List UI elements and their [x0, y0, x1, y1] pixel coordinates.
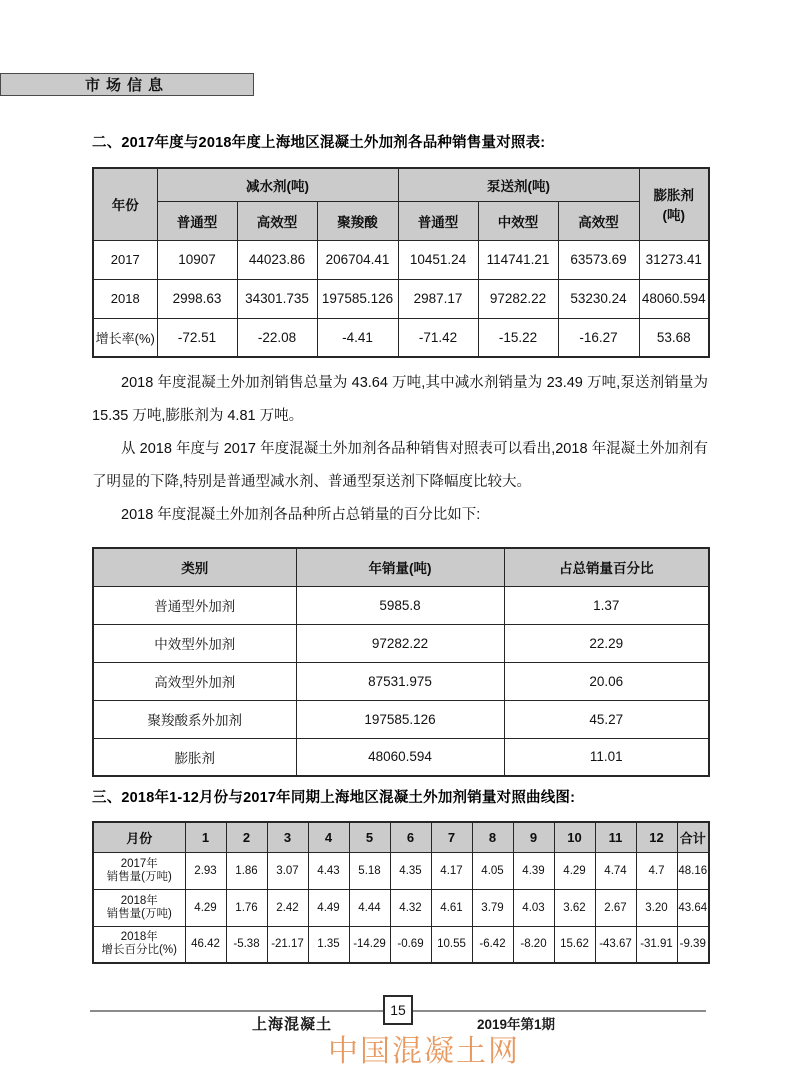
table3-data-cell: -6.42 [472, 926, 513, 963]
category-share-table [92, 547, 710, 777]
page-number-box [383, 995, 413, 1025]
table3-data-cell: 4.03 [513, 889, 554, 926]
table2-category-cell: 普通型外加剂 [93, 586, 296, 624]
table3-data-cell: 2.93 [185, 852, 226, 889]
table3-month-header: 5 [349, 822, 390, 852]
paragraph-total-sales: 2018 年度混凝土外加剂销售总量为 43.64 万吨,其中减水剂销量为 23.49 万吨,泵送剂销量为 15.35 万吨,膨胀剂为 4.81 万吨。 [92, 375, 708, 424]
table1-data-cell: 34301.735 [237, 279, 317, 318]
table3-month-header: 12 [636, 822, 677, 852]
table3-month-header: 8 [472, 822, 513, 852]
table1-data-cell: 197585.126 [317, 279, 398, 318]
table1-data-cell: 97282.22 [478, 279, 558, 318]
table2-header-share: 占总销量百分比 [504, 548, 709, 586]
table2-share-cell: 20.06 [504, 662, 709, 700]
table3-row-label-line2: 增长百分比(%) [101, 944, 177, 957]
table3-row-2017-sales [93, 852, 709, 889]
table3-data-cell: -21.17 [267, 926, 308, 963]
table3-data-cell: 4.29 [185, 889, 226, 926]
table3-data-cell: 4.74 [595, 852, 636, 889]
table3-data-cell: 3.79 [472, 889, 513, 926]
table1-data-cell: -71.42 [398, 318, 478, 357]
page-number: 15 [390, 1002, 406, 1018]
table3-data-cell: -8.20 [513, 926, 554, 963]
table1-data-cell: -4.41 [317, 318, 398, 357]
table2-category-cell: 聚羧酸系外加剂 [93, 700, 296, 738]
table2-sales-cell: 87531.975 [296, 662, 504, 700]
table2-share-cell: 1.37 [504, 586, 709, 624]
table3-data-cell: 10.55 [431, 926, 472, 963]
table1-header-expansion-line1: 膨胀剂 [653, 188, 695, 204]
table1-header-pumping-agent: 泵送剂(吨) [398, 168, 639, 201]
journal-logo: 上海混凝土 [252, 1016, 333, 1033]
table1-data-cell: 2987.17 [398, 279, 478, 318]
table3-data-cell: 3.20 [636, 889, 677, 926]
table3-header-total: 合计 [677, 822, 709, 852]
table1-subheader: 聚羧酸 [317, 201, 398, 240]
table3-data-cell: 1.35 [308, 926, 349, 963]
table1-row-label: 增长率(%) [93, 318, 157, 357]
table3-data-cell: -43.67 [595, 926, 636, 963]
table2-sales-cell: 48060.594 [296, 738, 504, 776]
table3-row-2018-growth [93, 926, 709, 963]
table3-month-header: 4 [308, 822, 349, 852]
table2-row [93, 662, 709, 700]
paragraph-comparison-analysis: 从 2018 年度与 2017 年度混凝土外加剂各品种销售对照表可以看出,2018 年混凝土外加剂有了明显的下降,特别是普通型减水剂、普通型泵送剂下降幅度比较大。 [92, 441, 708, 490]
table3-month-header: 3 [267, 822, 308, 852]
table1-header-year: 年份 [93, 168, 157, 240]
table1-subheader: 普通型 [157, 201, 237, 240]
table2-sales-cell: 97282.22 [296, 624, 504, 662]
table3-row-label-line1: 2018年 [120, 931, 158, 944]
table1-data-cell: 10451.24 [398, 240, 478, 279]
table1-data-cell: -22.08 [237, 318, 317, 357]
section2-title: 二、2017年度与2018年度上海地区混凝土外加剂各品种销售量对照表: [92, 135, 546, 151]
table3-row-label [93, 852, 185, 889]
table3-row-label-line1: 2018年 [120, 894, 158, 907]
table3-data-cell: 4.35 [390, 852, 431, 889]
table1-data-cell: 206704.41 [317, 240, 398, 279]
table3-row-label [93, 889, 185, 926]
table2-header-annual-sales: 年销量(吨) [296, 548, 504, 586]
table1-data-cell: 114741.21 [478, 240, 558, 279]
table1-subheader: 高效型 [558, 201, 639, 240]
market-info-tag-label: 市场信息 [84, 77, 169, 94]
table1-data-cell: 44023.86 [237, 240, 317, 279]
table1-data-cell: 53.68 [639, 318, 709, 357]
table3-data-cell: 3.07 [267, 852, 308, 889]
table3-data-cell: 4.44 [349, 889, 390, 926]
table2-sales-cell: 5985.8 [296, 586, 504, 624]
table1-header-expansion-line2: (吨) [662, 208, 686, 224]
table1-subheader: 中效型 [478, 201, 558, 240]
table3-data-cell: 4.32 [390, 889, 431, 926]
annual-comparison-table [92, 167, 710, 358]
table3-month-header: 6 [390, 822, 431, 852]
table3-header-month: 月份 [93, 822, 185, 852]
table3-data-cell: 5.18 [349, 852, 390, 889]
table1-row-2018 [93, 279, 709, 318]
table3-data-cell: 4.17 [431, 852, 472, 889]
table1-data-cell: 31273.41 [639, 240, 709, 279]
table3-row-2018-sales [93, 889, 709, 926]
table2-share-cell: 45.27 [504, 700, 709, 738]
table2-category-cell: 中效型外加剂 [93, 624, 296, 662]
table1-data-cell: 10907 [157, 240, 237, 279]
table3-row-label-line1: 2017年 [120, 857, 158, 870]
table1-data-cell: 63573.69 [558, 240, 639, 279]
section3-title: 三、2018年1-12月份与2017年同期上海地区混凝土外加剂销量对照曲线图: [92, 790, 576, 806]
table2-category-cell: 膨胀剂 [93, 738, 296, 776]
table3-data-cell: -14.29 [349, 926, 390, 963]
table3-data-cell: -31.91 [636, 926, 677, 963]
table3-month-header: 9 [513, 822, 554, 852]
table1-data-cell: 2998.63 [157, 279, 237, 318]
table3-row-label [93, 926, 185, 963]
table3-month-header: 11 [595, 822, 636, 852]
table2-row [93, 586, 709, 624]
table2-sales-cell: 197585.126 [296, 700, 504, 738]
table1-subheader: 普通型 [398, 201, 478, 240]
table2-row [93, 624, 709, 662]
table1-header-expansion-agent [639, 168, 709, 240]
table1-row-label: 2018 [93, 279, 157, 318]
table3-row-label-line2: 销售量(万吨) [106, 907, 172, 920]
table3-month-header: 2 [226, 822, 267, 852]
table3-month-header: 1 [185, 822, 226, 852]
table3-data-cell: -5.38 [226, 926, 267, 963]
table3-data-cell: 4.49 [308, 889, 349, 926]
table2-category-cell: 高效型外加剂 [93, 662, 296, 700]
table3-total-cell: -9.39 [677, 926, 709, 963]
table3-data-cell: 4.05 [472, 852, 513, 889]
watermark-text: 中国混凝土网 [328, 1035, 520, 1068]
issue-label: 2019年第1期 [477, 1017, 556, 1032]
table1-row-2017 [93, 240, 709, 279]
table3-data-cell: 15.62 [554, 926, 595, 963]
table3-data-cell: -0.69 [390, 926, 431, 963]
table3-data-cell: 1.76 [226, 889, 267, 926]
table1-row-label: 2017 [93, 240, 157, 279]
table3-month-header: 7 [431, 822, 472, 852]
table1-subheader: 高效型 [237, 201, 317, 240]
table1-header-water-reducer: 减水剂(吨) [157, 168, 398, 201]
table3-total-cell: 48.16 [677, 852, 709, 889]
table2-row [93, 700, 709, 738]
table2-row [93, 738, 709, 776]
table3-data-cell: 4.43 [308, 852, 349, 889]
table3-data-cell: 3.62 [554, 889, 595, 926]
table3-data-cell: 4.7 [636, 852, 677, 889]
table1-data-cell: 53230.24 [558, 279, 639, 318]
table3-data-cell: 1.86 [226, 852, 267, 889]
monthly-comparison-table [92, 821, 710, 964]
table3-month-header: 10 [554, 822, 595, 852]
table2-share-cell: 22.29 [504, 624, 709, 662]
table1-data-cell: -15.22 [478, 318, 558, 357]
table1-data-cell: -16.27 [558, 318, 639, 357]
page-content [92, 0, 708, 964]
narrative-paragraphs [92, 367, 708, 532]
table3-data-cell: 4.39 [513, 852, 554, 889]
table3-total-cell: 43.64 [677, 889, 709, 926]
table3-row-label-line2: 销售量(万吨) [106, 870, 172, 883]
table2-share-cell: 11.01 [504, 738, 709, 776]
table3-data-cell: 46.42 [185, 926, 226, 963]
table1-data-cell: 48060.594 [639, 279, 709, 318]
table3-data-cell: 4.29 [554, 852, 595, 889]
table1-data-cell: -72.51 [157, 318, 237, 357]
table1-row-growth-rate [93, 318, 709, 357]
table3-data-cell: 2.67 [595, 889, 636, 926]
table2-header-category: 类别 [93, 548, 296, 586]
paragraph-percentage-intro: 2018 年度混凝土外加剂各品种所占总销量的百分比如下: [121, 507, 481, 523]
table3-data-cell: 4.61 [431, 889, 472, 926]
table3-data-cell: 2.42 [267, 889, 308, 926]
